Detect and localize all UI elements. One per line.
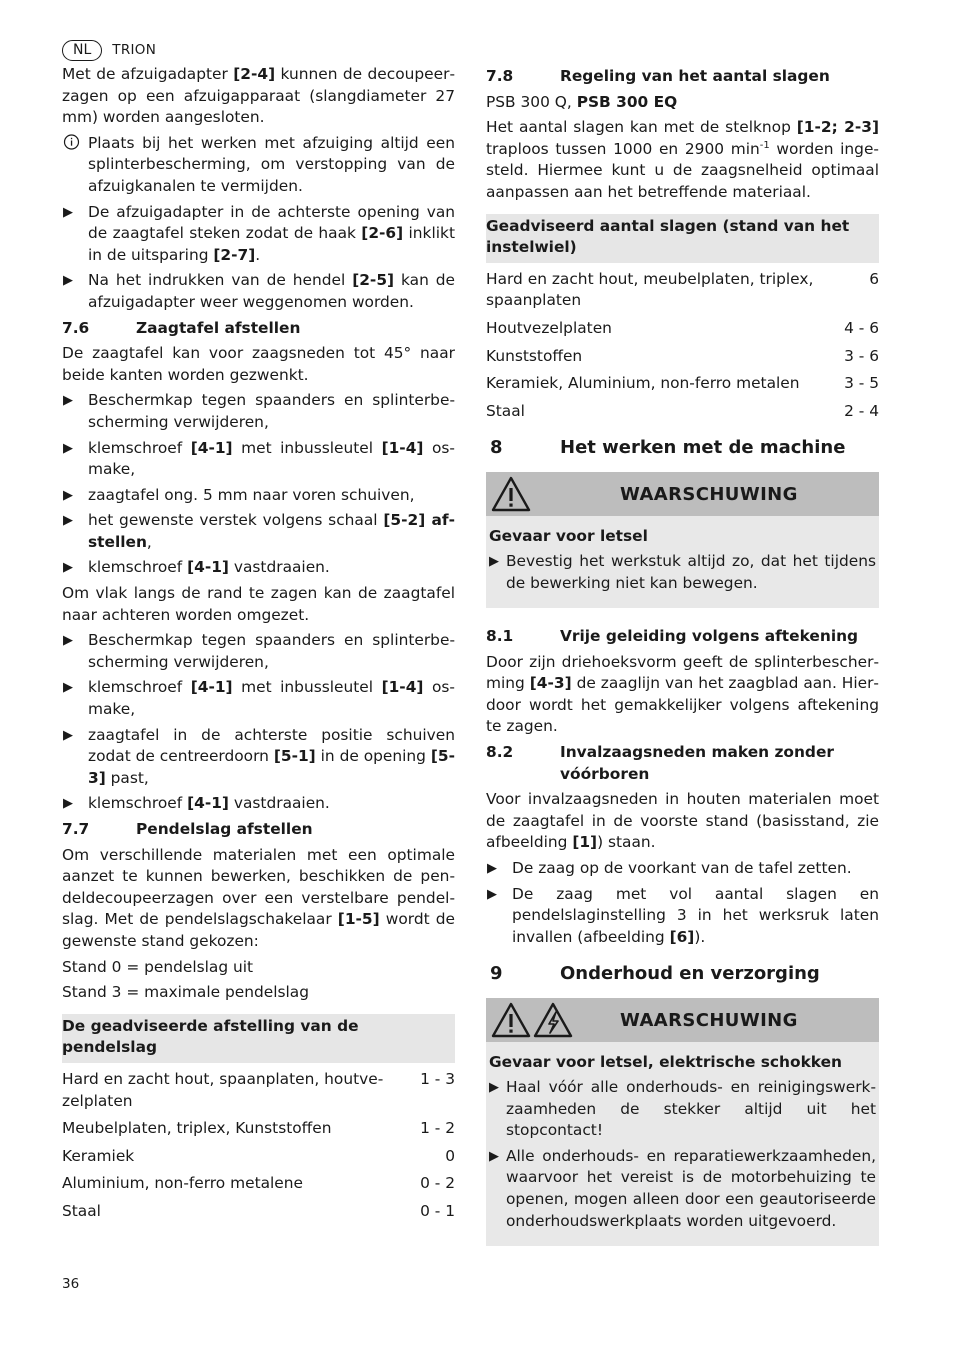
brand-name: TRION: [112, 42, 157, 58]
bullet-arrow-icon: ▶: [487, 861, 497, 877]
warning-subtitle: Gevaar voor letsel, elektrische schokken: [489, 1053, 843, 1072]
list-item: ▶ Beschermkap tegen spaanders en splinterbescherming verwijderen,: [63, 631, 455, 671]
table-row: Hard en zacht hout, meubelplaten, triplex, spaanplaten 6: [486, 269, 879, 310]
bullet-arrow-icon: ▶: [487, 886, 497, 902]
section-heading-9: 9 Onderhoud en verzorging: [490, 963, 820, 985]
list-item: ▶ Beschermkap tegen spaanders en splinterbescherming verwijderen,: [63, 391, 455, 431]
warning-body: [486, 1042, 879, 1246]
bullet-arrow-icon: ▶: [63, 204, 73, 220]
left-column: [62, 64, 455, 1223]
list-item: ▶ De zaag met vol aantal slagen en pendelslaginstelling 3 in het werksruk laten invallen (afbeelding [6]).: [487, 884, 879, 946]
bullet-arrow-icon: ▶: [489, 1080, 499, 1095]
warning-subtitle: Gevaar voor letsel: [489, 527, 648, 546]
warning-body: [486, 516, 879, 608]
list-item: ▶ De zaag op de voorkant van de tafel zetten.: [486, 858, 879, 880]
table-row: Keramiek, Aluminium, non-ferro metalen 3 - 5: [486, 374, 879, 393]
table-row: Aluminium, non-ferro metalene 0 - 2: [62, 1174, 455, 1193]
list-item: ▶ klemschroef [4-1] vastdraaien.: [62, 557, 455, 579]
table-header: De geadviseerde afstelling van de pendelslag: [62, 1014, 455, 1063]
bullet-arrow-icon: ▶: [63, 513, 73, 529]
table-row: Meubelplaten, triplex, Kunststoffen 1 - 2: [62, 1119, 455, 1138]
pendulum-settings-table: [62, 1014, 455, 1223]
language-badge: NL: [62, 40, 102, 61]
table-header: Geadviseerd aantal slagen (stand van het instelwiel): [486, 214, 879, 263]
model-line: PSB 300 Q, PSB 300 EQ: [486, 92, 678, 111]
warning-header: [486, 472, 879, 516]
info-note: Plaats bij het werken met afzuiging altijd een splinterbescherming, om verstopping van de afzuigkanalen te vermijden.: [62, 133, 455, 198]
page-number: 36: [62, 1276, 80, 1292]
table-row: Staal 0 - 1: [62, 1201, 455, 1220]
table-row: Keramiek 0: [62, 1146, 455, 1165]
info-icon: [63, 133, 80, 158]
section-heading-8-2: 8.2 Invalzaagsneden maken zonder vóórboren: [486, 743, 834, 783]
bullet-arrow-icon: ▶: [63, 680, 73, 696]
list-item: ▶ Alle onderhouds- en reparatiewerkzaamheden, waarvoor het vereist is de motorbehuizing te openen, mogen alleen door een geautoriseerde onderhoudswerkplaats worden uitgevoerd.: [489, 1146, 876, 1230]
bullet-arrow-icon: ▶: [63, 393, 73, 409]
bullet-arrow-icon: ▶: [63, 487, 73, 503]
section-heading-8-1: 8.1 Vrije geleiding volgens aftekening: [486, 627, 859, 646]
warning-title: WAARSCHUWING: [620, 483, 798, 505]
table-row: Kunststoffen 3 - 6: [486, 346, 879, 365]
electric-shock-icon: [532, 1001, 574, 1039]
warning-triangle-icon: [490, 1001, 532, 1039]
warning-box: [486, 998, 879, 1246]
section-heading-7-8: 7.8 Regeling van het aantal slagen: [486, 67, 830, 85]
list-item: ▶ Bevestig het werkstuk altijd zo, dat het tijdens de bewerking niet kan bewegen.: [489, 551, 876, 592]
warning-triangle-icon: [490, 475, 532, 513]
warning-header: [486, 998, 879, 1042]
bullet-arrow-icon: ▶: [63, 727, 73, 743]
paragraph: Stand 3 = maximale pendelslag: [62, 983, 309, 1002]
list-item: ▶ zaagtafel in de achterste positie schuiven zodat de centreerdoorn [5-1] in de opening [5-3] past,: [63, 725, 455, 787]
list-item: ▶ zaagtafel ong. 5 mm naar voren schuiven,: [62, 485, 455, 507]
paragraph: Het aantal slagen kan met de stelknop [1-2; 2-3] traploos tussen 1000 en 2900 $\min^{-1}$ worden ingesteld. Hiermee kunt u de zaagsnelheid optimaal aanpassen aan het betreffende materiaal.: [486, 118, 879, 201]
table-row: Hard en zacht hout, spaanplaten, houtvezelplaten 1 - 3: [62, 1069, 455, 1110]
list-item: ▶ klemschroef [4-1] vastdraaien.: [62, 793, 455, 815]
paragraph: Door zijn driehoeksvorm geeft de splinterbescherming [4-3] de zaaglijn van het zaagblad aan. Hierdoor wordt het gemakkelijker volgens aftekening te zagen.: [486, 652, 879, 736]
right-column: [486, 64, 879, 1246]
bullet-arrow-icon: ▶: [63, 560, 73, 576]
paragraph: Stand 0 = pendelslag uit: [62, 957, 254, 976]
list-item: ▶ De afzuigadapter in de achterste opening van de zaagtafel steken zodat de haak [2-6] inklikt in de uitsparing [2-7].: [63, 202, 455, 264]
paragraph: De zaagtafel kan voor zaagsneden tot 45° naar beide kanten worden gezwenkt.: [62, 344, 455, 384]
page-header: [62, 40, 156, 62]
warning-title: WAARSCHUWING: [620, 1009, 798, 1031]
stroke-rate-table: [486, 214, 879, 423]
bullet-arrow-icon: ▶: [63, 633, 73, 649]
warning-box: [486, 472, 879, 608]
bullet-arrow-icon: ▶: [63, 440, 73, 456]
section-heading-7-7: 7.7 Pendelslag afstellen: [62, 820, 313, 838]
list-item: ▶ Haal vóór alle onderhouds- en reinigingswerkzaamheden de stekker altijd uit het stopcontact!: [489, 1078, 876, 1140]
list-item: ▶ Na het indrukken van de hendel [2-5] kan de afzuigadapter weer weggenomen worden.: [63, 271, 455, 311]
table-row: Staal 2 - 4: [486, 401, 879, 420]
bullet-arrow-icon: ▶: [63, 273, 73, 289]
section-heading-8: 8 Het werken met de machine: [490, 437, 846, 459]
section-heading-7-6: 7.6 Zaagtafel afstellen: [62, 318, 301, 337]
intro-paragraph: Met de afzuigadapter [2-4] kunnen de decoupeerzagen op een afzuigapparaat (slangdiameter 27 mm) worden aangesloten.: [62, 65, 455, 127]
bullet-arrow-icon: ▶: [489, 1148, 499, 1164]
bullet-arrow-icon: ▶: [489, 553, 499, 569]
paragraph: Om vlak langs de rand te zagen kan de zaagtafel naar achteren worden omgezet.: [62, 584, 455, 624]
list-item: ▶ het gewenste verstek volgens schaal [5-2] afstellen,: [63, 511, 455, 551]
table-row: Houtvezelplaten 4 - 6: [486, 318, 879, 337]
bullet-arrow-icon: ▶: [63, 796, 73, 812]
paragraph: Voor invalzaagsneden in houten materialen moet de zaagtafel in de voorste stand (basisstand, zie afbeelding [1]) staan.: [486, 790, 879, 852]
paragraph: Om verschillende materialen met een optimale aanzet te kunnen bewerken, beschikken de pendeldecoupeerzagen over een verstelbare pendelslag. Met de pendelslagschakelaar [1-5] wordt de gewenste stand gekozen:: [62, 845, 455, 950]
list-item: ▶ klemschroef [4-1] met inbussleutel [1-4] osmake,: [63, 678, 455, 719]
list-item: ▶ klemschroef [4-1] met inbussleutel [1-4] osmake,: [63, 438, 455, 479]
